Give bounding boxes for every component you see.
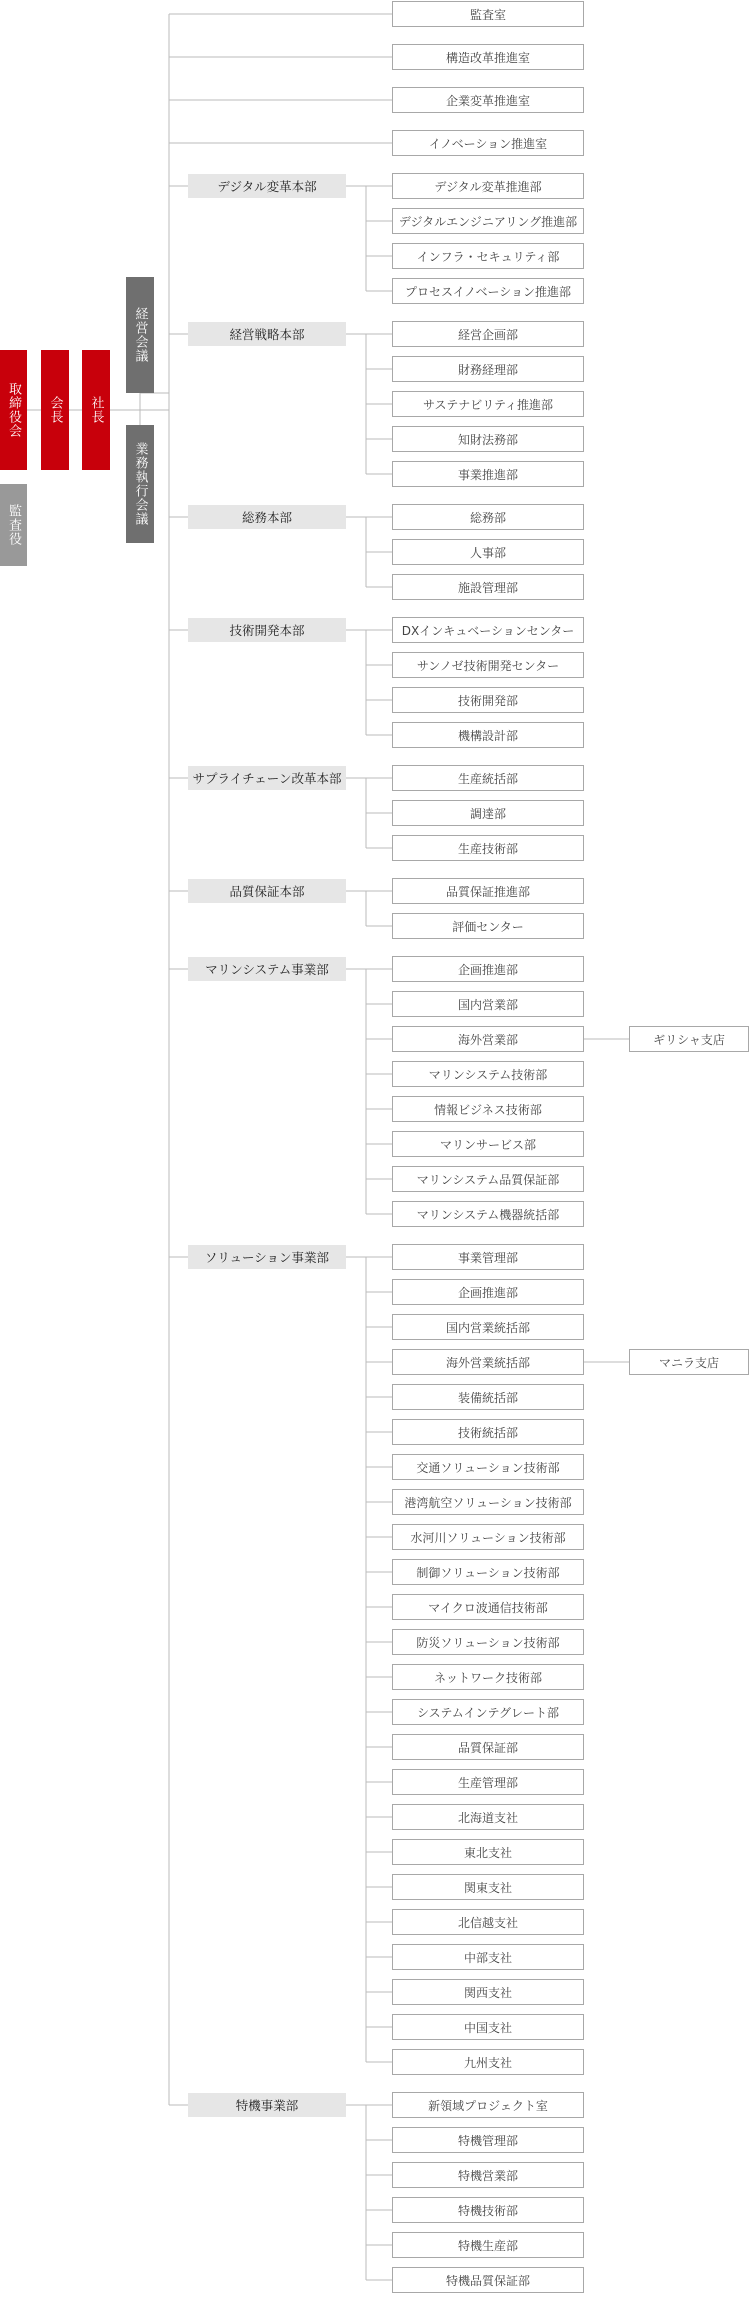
office-unit: 監査室 <box>392 1 584 27</box>
department-unit: 制御ソリューション技術部 <box>392 1559 584 1585</box>
management-meeting: 経営会議 <box>126 277 154 393</box>
chairman: 会長 <box>41 350 69 470</box>
department-unit: 防災ソリューション技術部 <box>392 1629 584 1655</box>
department-unit: 関東支社 <box>392 1874 584 1900</box>
department-unit: 新領域プロジェクト室 <box>392 2092 584 2118</box>
department-unit: システムインテグレート部 <box>392 1699 584 1725</box>
department-unit: 港湾航空ソリューション技術部 <box>392 1489 584 1515</box>
branch-unit: マニラ支店 <box>629 1349 749 1375</box>
president: 社長 <box>82 350 110 470</box>
department-unit: 企画推進部 <box>392 1279 584 1305</box>
department-unit: 特機営業部 <box>392 2162 584 2188</box>
department-unit: 東北支社 <box>392 1839 584 1865</box>
department-unit: 技術統括部 <box>392 1419 584 1445</box>
department-unit: 機構設計部 <box>392 722 584 748</box>
division-header: サプライチェーン改革本部 <box>188 766 346 790</box>
department-unit: マイクロ波通信技術部 <box>392 1594 584 1620</box>
department-unit: 海外営業部 <box>392 1026 584 1052</box>
department-unit: デジタル変革推進部 <box>392 173 584 199</box>
office-unit: 構造改革推進室 <box>392 44 584 70</box>
department-unit: サステナビリティ推進部 <box>392 391 584 417</box>
department-unit: 事業推進部 <box>392 461 584 487</box>
department-unit: 知財法務部 <box>392 426 584 452</box>
department-unit: 特機生産部 <box>392 2232 584 2258</box>
department-unit: 装備統括部 <box>392 1384 584 1410</box>
department-unit: 事業管理部 <box>392 1244 584 1270</box>
department-unit: 九州支社 <box>392 2049 584 2075</box>
department-unit: 北海道支社 <box>392 1804 584 1830</box>
department-unit: 生産管理部 <box>392 1769 584 1795</box>
division-header: 技術開発本部 <box>188 618 346 642</box>
department-unit: 特機技術部 <box>392 2197 584 2223</box>
board-of-directors: 取締役会 <box>0 350 27 470</box>
department-unit: 特機品質保証部 <box>392 2267 584 2293</box>
division-header: マリンシステム事業部 <box>188 957 346 981</box>
department-unit: 関西支社 <box>392 1979 584 2005</box>
department-unit: マリンシステム技術部 <box>392 1061 584 1087</box>
department-unit: 国内営業統括部 <box>392 1314 584 1340</box>
department-unit: 生産技術部 <box>392 835 584 861</box>
department-unit: マリンサービス部 <box>392 1131 584 1157</box>
department-unit: 人事部 <box>392 539 584 565</box>
department-unit: 調達部 <box>392 800 584 826</box>
department-unit: 総務部 <box>392 504 584 530</box>
division-header: ソリューション事業部 <box>188 1245 346 1269</box>
department-unit: 北信越支社 <box>392 1909 584 1935</box>
department-unit: 水河川ソリューション技術部 <box>392 1524 584 1550</box>
department-unit: 中国支社 <box>392 2014 584 2040</box>
department-unit: 海外営業統括部 <box>392 1349 584 1375</box>
department-unit: 交通ソリューション技術部 <box>392 1454 584 1480</box>
division-header: 総務本部 <box>188 505 346 529</box>
department-unit: プロセスイノベーション推進部 <box>392 278 584 304</box>
department-unit: デジタルエンジニアリング推進部 <box>392 208 584 234</box>
office-unit: 企業変革推進室 <box>392 87 584 113</box>
department-unit: マリンシステム品質保証部 <box>392 1166 584 1192</box>
department-unit: 評価センター <box>392 913 584 939</box>
department-unit: 国内営業部 <box>392 991 584 1017</box>
division-header: デジタル変革本部 <box>188 174 346 198</box>
office-unit: イノベーション推進室 <box>392 130 584 156</box>
division-header: 品質保証本部 <box>188 879 346 903</box>
department-unit: DXインキュベーションセンター <box>392 617 584 643</box>
department-unit: 中部支社 <box>392 1944 584 1970</box>
department-unit: 品質保証部 <box>392 1734 584 1760</box>
auditor: 監査役 <box>0 484 27 566</box>
executive-meeting: 業務執行会議 <box>126 425 154 543</box>
department-unit: インフラ・セキュリティ部 <box>392 243 584 269</box>
division-header: 経営戦略本部 <box>188 322 346 346</box>
division-header: 特機事業部 <box>188 2093 346 2117</box>
department-unit: 情報ビジネス技術部 <box>392 1096 584 1122</box>
department-unit: 企画推進部 <box>392 956 584 982</box>
department-unit: 品質保証推進部 <box>392 878 584 904</box>
department-unit: 財務経理部 <box>392 356 584 382</box>
department-unit: 経営企画部 <box>392 321 584 347</box>
department-unit: 施設管理部 <box>392 574 584 600</box>
department-unit: マリンシステム機器統括部 <box>392 1201 584 1227</box>
department-unit: 特機管理部 <box>392 2127 584 2153</box>
department-unit: ネットワーク技術部 <box>392 1664 584 1690</box>
department-unit: サンノゼ技術開発センター <box>392 652 584 678</box>
branch-unit: ギリシャ支店 <box>629 1026 749 1052</box>
department-unit: 生産統括部 <box>392 765 584 791</box>
department-unit: 技術開発部 <box>392 687 584 713</box>
